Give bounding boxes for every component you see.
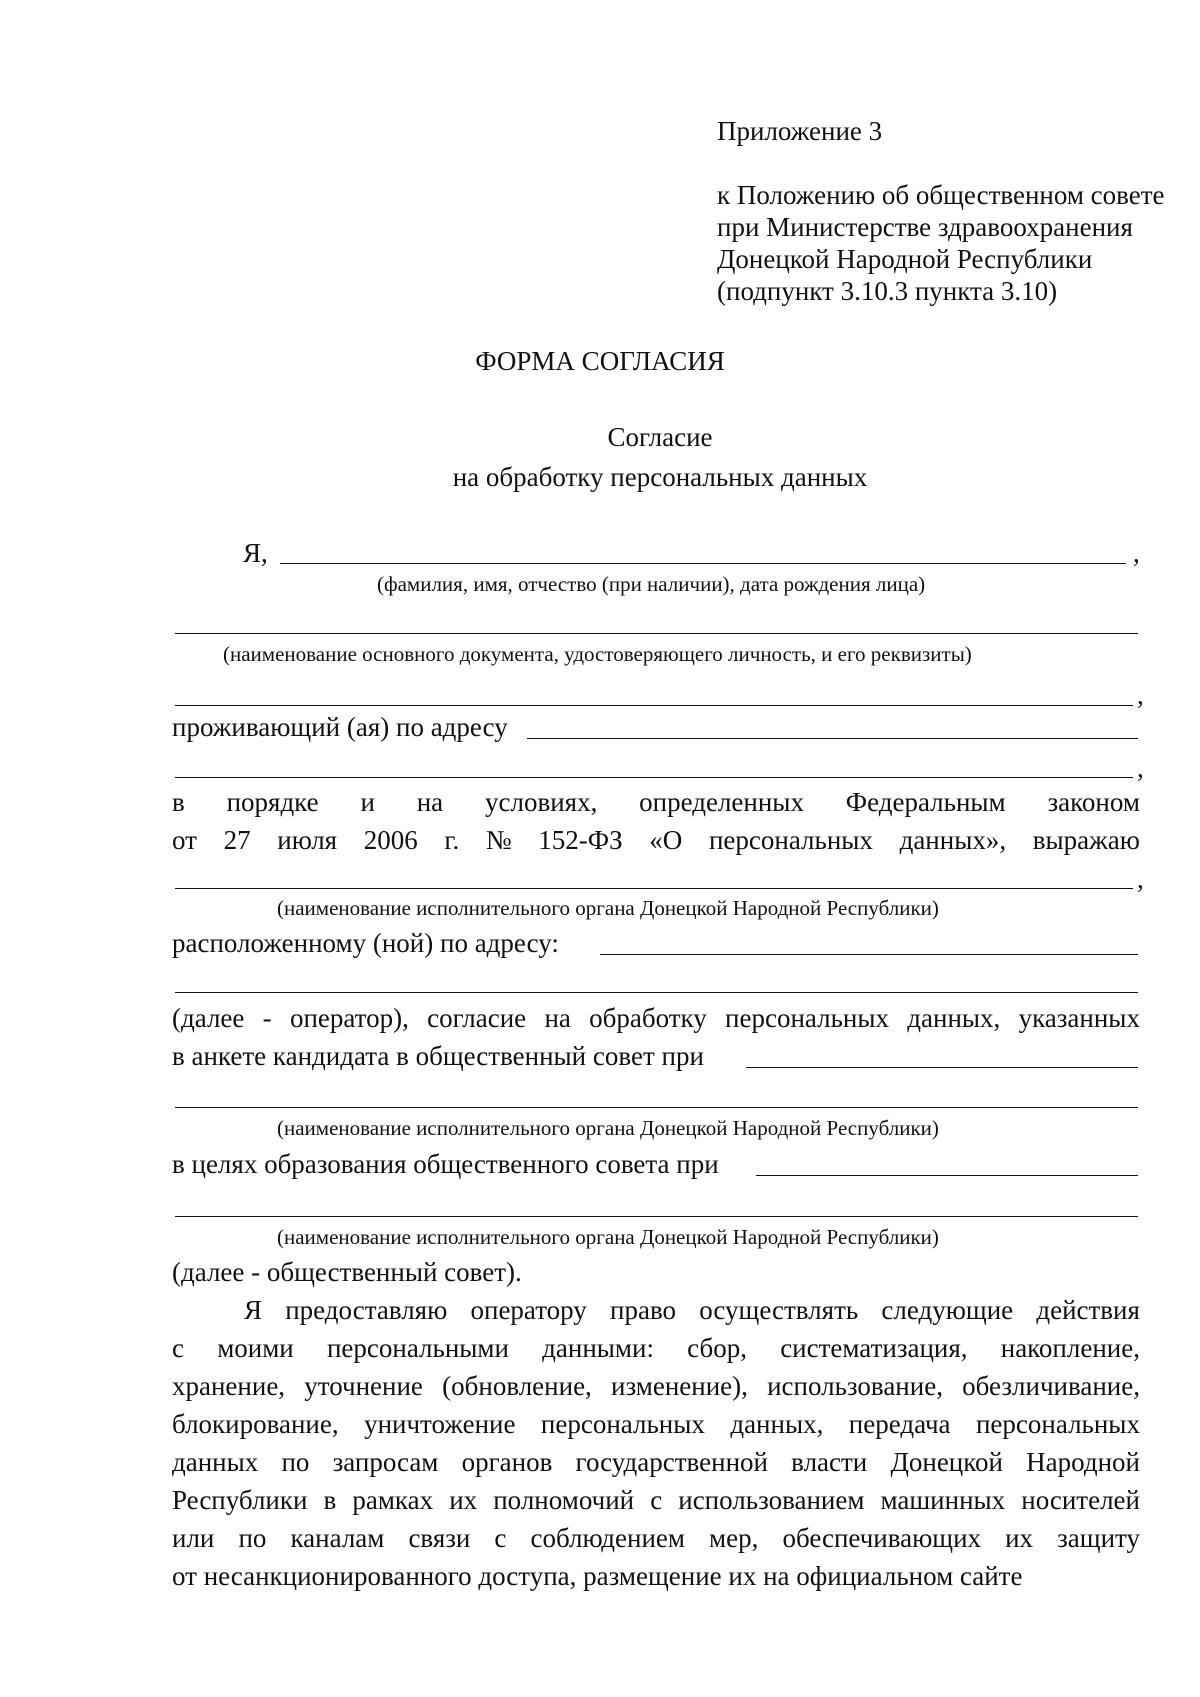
paragraph-line — [172, 1329, 1140, 1367]
candidate-label: в анкете кандидата в общественный совет при — [172, 1041, 704, 1071]
address-field-line[interactable] — [527, 738, 1138, 739]
word: данных — [172, 1447, 259, 1477]
organ-field-line-1[interactable] — [175, 888, 1133, 889]
word: использованием — [678, 1485, 865, 1515]
paragraph-line — [172, 1481, 1140, 1519]
located-field-line-2[interactable] — [175, 992, 1138, 993]
word: согласие — [427, 1003, 527, 1033]
word: накопление, — [1000, 1333, 1140, 1363]
word: данных, — [730, 1409, 824, 1439]
word: на — [416, 787, 444, 817]
word: или — [172, 1523, 215, 1553]
word: 27 — [223, 825, 251, 855]
comma: , — [1137, 680, 1144, 710]
word: июля — [277, 825, 338, 855]
purpose-field-line[interactable] — [756, 1175, 1138, 1176]
candidate-field-line-2[interactable] — [175, 1107, 1138, 1108]
word: обработку — [589, 1003, 707, 1033]
word: защиту — [1057, 1523, 1140, 1553]
organ-hint-3: (наименование исполнительного органа Донецкой Народной Республики) — [277, 1225, 939, 1249]
purpose-label: в целях образования общественного совета при — [172, 1149, 719, 1179]
word: законом — [1047, 787, 1140, 817]
address-field-line-2[interactable] — [175, 777, 1133, 778]
word: предоставляю — [285, 1295, 448, 1325]
comma: , — [1137, 864, 1144, 894]
candidate-field-line[interactable] — [746, 1067, 1138, 1068]
word: оператор), — [289, 1003, 409, 1033]
organ-hint-2: (наименование исполнительного органа Донецкой Народной Республики) — [277, 1116, 939, 1140]
organ-hint-1: (наименование исполнительного органа Донецкой Народной Республики) — [277, 896, 939, 920]
word: Народной — [1026, 1447, 1140, 1477]
word: - — [262, 1003, 272, 1033]
word: 2006 — [363, 825, 418, 855]
located-label: расположенному (ной) по адресу: — [172, 928, 559, 958]
paragraph-line — [172, 1405, 1140, 1443]
appendix-line: к Положению об общественном совете — [717, 180, 1165, 210]
word: Федеральным — [845, 787, 1006, 817]
word: порядке — [226, 787, 319, 817]
paragraph-line — [172, 1367, 1140, 1405]
word: право — [610, 1295, 677, 1325]
word: «О — [649, 825, 683, 855]
word: с — [172, 1333, 184, 1363]
word: хранение, — [172, 1371, 286, 1401]
word: с — [650, 1485, 663, 1515]
word: персональных — [975, 1409, 1140, 1439]
paragraph-line — [172, 1443, 1140, 1481]
word: полномочий — [493, 1485, 635, 1515]
word: органов — [461, 1447, 553, 1477]
appendix-title: Приложение 3 — [717, 116, 883, 146]
word: мер, — [709, 1523, 759, 1553]
word: (далее — [172, 1003, 245, 1033]
word: изменение), — [611, 1371, 748, 1401]
word: государственной — [575, 1447, 768, 1477]
comma: , — [1133, 538, 1140, 568]
paragraph-line — [172, 1291, 1140, 1329]
word: обезличивание, — [962, 1371, 1140, 1401]
word: осуществлять — [699, 1295, 859, 1325]
word: данными: — [542, 1333, 654, 1363]
document-hint: (наименование основного документа, удостоверяющего личность, и его реквизиты) — [223, 642, 972, 666]
word: условиях, — [485, 787, 598, 817]
residing-label: проживающий (ая) по адресу — [172, 712, 508, 742]
word: выражаю — [1032, 825, 1140, 855]
word: систематизация, — [780, 1333, 968, 1363]
word: власти — [791, 1447, 868, 1477]
word: на — [544, 1003, 571, 1033]
word: с — [494, 1523, 507, 1553]
word: сбор, — [687, 1333, 747, 1363]
word: каналам — [290, 1523, 385, 1553]
word: в — [323, 1485, 337, 1515]
word: Донецкой — [890, 1447, 1003, 1477]
consent-title: Согласие — [607, 422, 713, 452]
word: уничтожение — [364, 1409, 516, 1439]
word: передача — [848, 1409, 951, 1439]
word: машинных — [880, 1485, 1006, 1515]
word: персональных — [708, 825, 873, 855]
word: запросам — [332, 1447, 439, 1477]
word: по — [281, 1447, 310, 1477]
name-hint: (фамилия, имя, отчество (при наличии), дата рождения лица) — [377, 572, 926, 596]
word: блокирование, — [172, 1409, 339, 1439]
word: (обновление, — [442, 1371, 592, 1401]
consent-subtitle: на обработку персональных данных — [452, 462, 868, 492]
word: Республики — [172, 1485, 308, 1515]
word: от — [172, 825, 197, 855]
i-label: Я, — [243, 538, 268, 568]
word: данных», — [899, 825, 1007, 855]
word: их — [449, 1485, 478, 1515]
word: действия — [1036, 1295, 1140, 1325]
word: персональных — [540, 1409, 705, 1439]
rights-paragraph — [172, 1291, 1140, 1595]
council-label: (далее - общественный совет). — [172, 1257, 522, 1287]
word: соблюдением — [530, 1523, 685, 1553]
paragraph-line-last: от несанкционированного доступа, размещение их на официальном сайте — [172, 1561, 1023, 1591]
appendix-line: Донецкой Народной Республики — [717, 244, 1093, 274]
word: по — [238, 1523, 267, 1553]
appendix-line: при Министерстве здравоохранения — [717, 212, 1133, 242]
word: № — [485, 825, 512, 855]
word: определенных — [639, 787, 804, 817]
comma: , — [1137, 753, 1144, 783]
document-field-line-2[interactable] — [175, 705, 1133, 706]
paragraph-line — [172, 1519, 1140, 1557]
word: персональных — [725, 1003, 890, 1033]
word: Я — [244, 1295, 263, 1325]
appendix-line: (подпункт 3.10.3 пункта 3.10) — [717, 276, 1058, 306]
law-line-1 — [172, 789, 1140, 816]
document-field-line[interactable] — [175, 633, 1138, 634]
word: использование, — [767, 1371, 943, 1401]
word: связи — [408, 1523, 471, 1553]
name-field-line[interactable] — [280, 563, 1126, 564]
word: указанных — [1018, 1003, 1140, 1033]
form-title: ФОРМА СОГЛАСИЯ — [475, 346, 725, 376]
word: носителей — [1021, 1485, 1140, 1515]
word: уточнение — [304, 1371, 423, 1401]
operator-line — [172, 1005, 1140, 1032]
word: 152-ФЗ — [538, 825, 623, 855]
word: и — [360, 787, 375, 817]
word: рамках — [352, 1485, 434, 1515]
word: г. — [444, 825, 460, 855]
word: оператору — [470, 1295, 587, 1325]
word: персональными — [326, 1333, 509, 1363]
law-line-2 — [172, 827, 1140, 854]
word: их — [1005, 1523, 1034, 1553]
word: в — [172, 787, 185, 817]
word: следующие — [881, 1295, 1014, 1325]
word: данных, — [907, 1003, 1001, 1033]
located-field-line[interactable] — [600, 954, 1138, 955]
word: обеспечивающих — [782, 1523, 982, 1553]
purpose-field-line-2[interactable] — [175, 1216, 1138, 1217]
word: моими — [217, 1333, 294, 1363]
